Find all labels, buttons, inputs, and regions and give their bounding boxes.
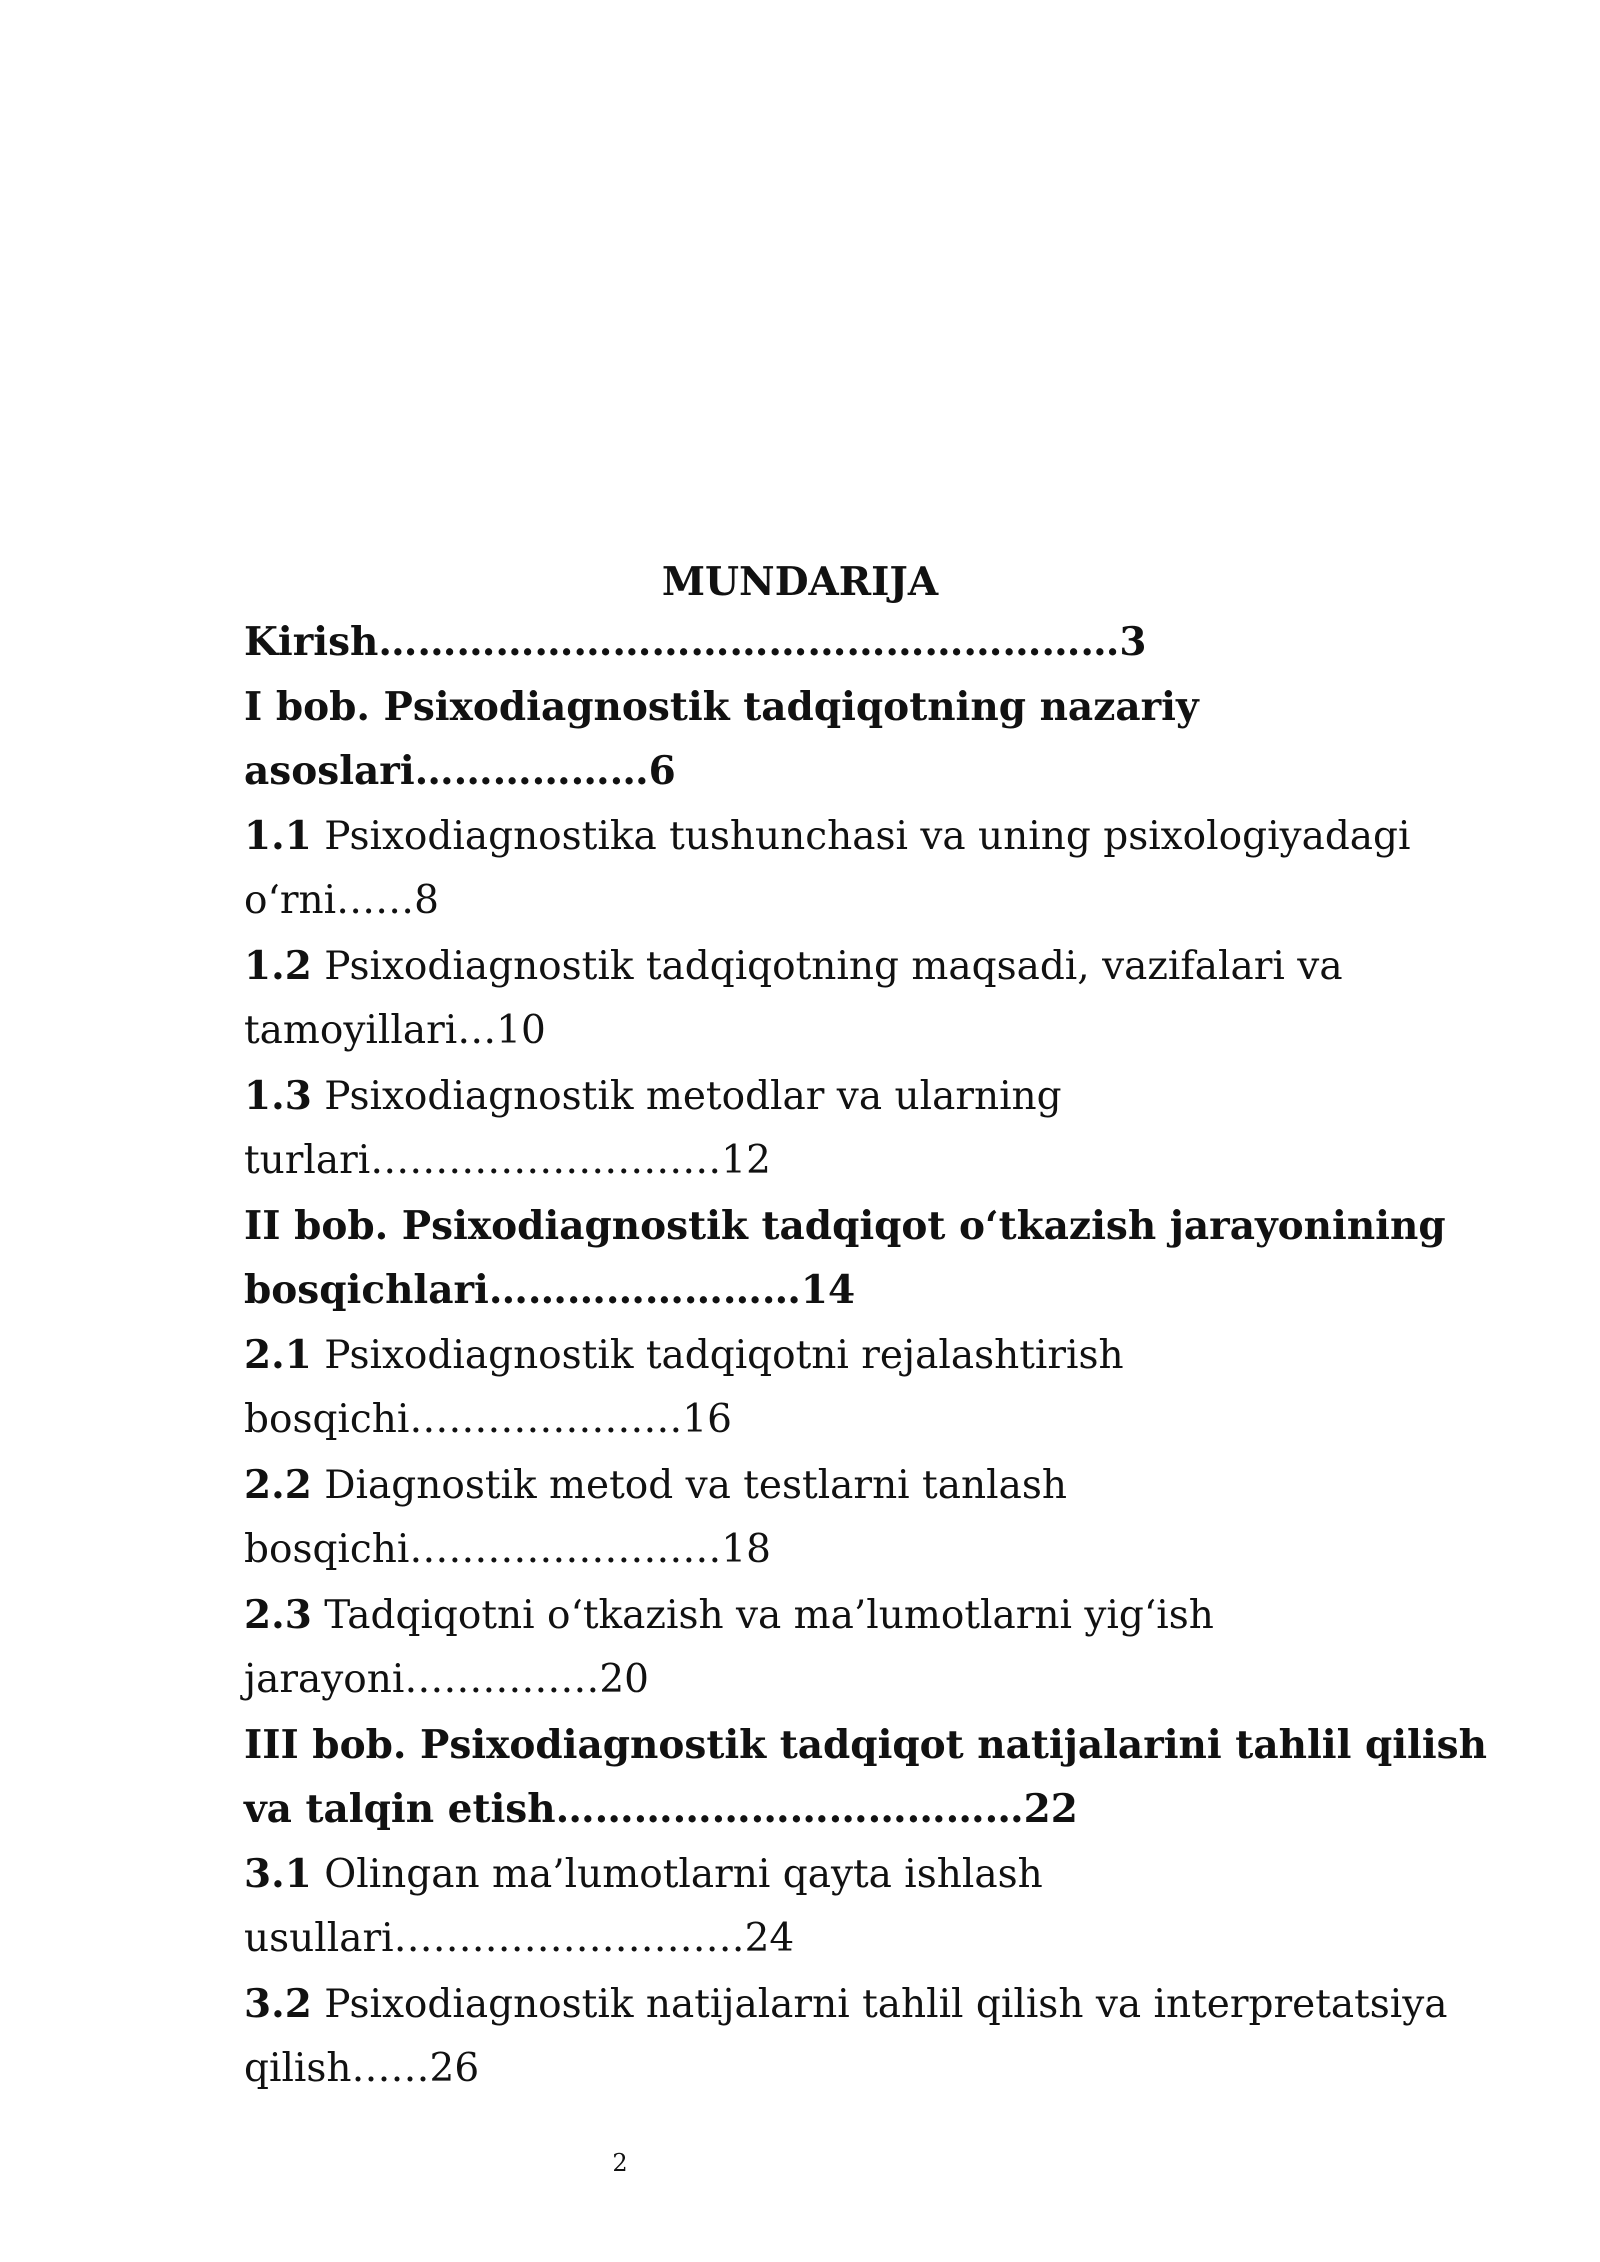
section-number: 2.2 xyxy=(244,1461,312,1508)
toc-line xyxy=(244,739,1374,804)
toc-line xyxy=(244,1842,1374,1908)
toc-line xyxy=(244,1258,1374,1323)
section-number: 1.2 xyxy=(244,942,312,989)
toc-entry-text: II bob. Psixodiagnostik tadqiqot o‘tkazish jarayonining xyxy=(244,1202,1446,1249)
toc-entry-text: usullari………………………24 xyxy=(244,1916,795,1961)
toc-line xyxy=(244,1323,1374,1389)
toc-entry-text: o‘rni……8 xyxy=(244,878,439,923)
toc-line xyxy=(244,2037,1374,2102)
toc-line xyxy=(244,1713,1487,1778)
toc-entry-text: bosqichi…………………16 xyxy=(244,1397,732,1442)
toc-line xyxy=(244,1129,1374,1194)
toc-line xyxy=(244,869,1374,934)
toc-entry-text: asoslari………………6 xyxy=(244,748,676,794)
toc-entry-text: Psixodiagnostik tadqiqotning maqsadi, vazifalari va xyxy=(311,943,1343,989)
toc-entry-text: Tadqiqotni o‘tkazish va ma’lumotlarni yig‘ish xyxy=(311,1592,1214,1638)
page-title: MUNDARIJA xyxy=(661,559,939,605)
toc-entry-text: Kirish…………………………………………………3 xyxy=(244,619,1147,665)
toc-line xyxy=(244,1388,1374,1453)
toc-entry-text: va talqin etish………………………………22 xyxy=(244,1786,1078,1832)
toc-line xyxy=(244,1907,1374,1972)
section-number: 1.1 xyxy=(244,812,312,859)
table-of-contents xyxy=(244,610,1487,2102)
toc-line xyxy=(244,999,1374,1064)
section-number: 1.3 xyxy=(244,1072,312,1119)
page-number: 2 xyxy=(612,2149,628,2177)
toc-entry-text: Psixodiagnostik natijalarni tahlil qilish va interpretatsiya xyxy=(311,1981,1448,2027)
toc-line xyxy=(244,1583,1374,1649)
toc-line xyxy=(244,1972,1448,2038)
section-number: 2.1 xyxy=(244,1331,312,1378)
toc-entry-text: Olingan ma’lumotlarni qayta ishlash xyxy=(311,1851,1043,1897)
section-number: 2.3 xyxy=(244,1591,312,1638)
toc-line xyxy=(244,675,1374,740)
toc-entry-text: bosqichlari……………………14 xyxy=(244,1267,856,1313)
toc-line xyxy=(244,1648,1374,1713)
toc-line xyxy=(244,1453,1374,1519)
toc-entry-text: III bob. Psixodiagnostik tadqiqot natijalarini tahlil qilish xyxy=(244,1721,1487,1768)
toc-entry-text: bosqichi……………………18 xyxy=(244,1527,771,1572)
toc-line xyxy=(244,1194,1446,1259)
toc-entry-text: tamoyillari…10 xyxy=(244,1008,546,1053)
toc-entry-text: turlari………………………12 xyxy=(244,1138,771,1183)
section-number: 3.1 xyxy=(244,1850,312,1897)
toc-line xyxy=(244,1777,1374,1842)
toc-entry-text: Psixodiagnostika tushunchasi va uning psixologiyadagi xyxy=(311,813,1411,859)
toc-line xyxy=(244,1064,1374,1130)
toc-entry-text: qilish……26 xyxy=(244,2046,480,2091)
toc-entry-text: Psixodiagnostik tadqiqotni rejalashtirish xyxy=(311,1332,1124,1378)
toc-line xyxy=(244,934,1374,1000)
toc-line xyxy=(244,610,1374,675)
toc-entry-text: Diagnostik metod va testlarni tanlash xyxy=(311,1462,1067,1508)
toc-line xyxy=(244,804,1411,870)
toc-entry-text: I bob. Psixodiagnostik tadqiqotning nazariy xyxy=(244,683,1199,730)
toc-line xyxy=(244,1518,1374,1583)
toc-entry-text: jarayoni……………20 xyxy=(244,1657,649,1702)
toc-entry-text: Psixodiagnostik metodlar va ularning xyxy=(311,1073,1062,1119)
section-number: 3.2 xyxy=(244,1980,312,2027)
